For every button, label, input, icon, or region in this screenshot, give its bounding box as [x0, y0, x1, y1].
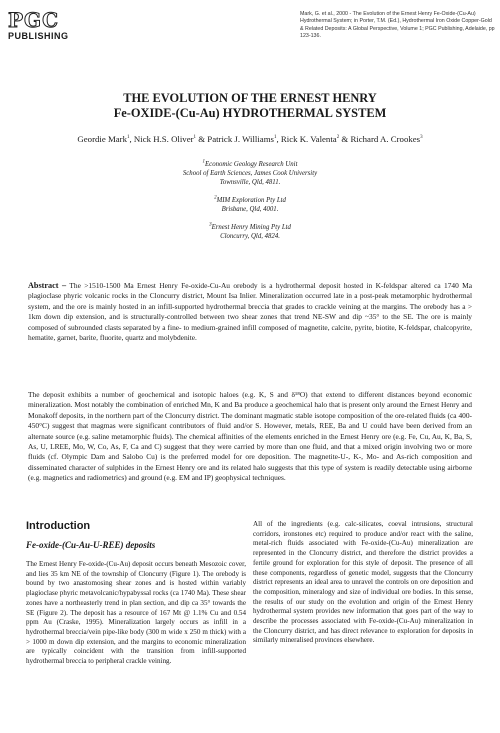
intro-right-column: All of the ingredients (e.g. calc-silicates, coeval intrusions, structural corridors, ironstones etc) required to produce and/or react with the saline, metal-rich fluids associated with Fe-oxide-(Cu-Au) mineralization are represented in the Cloncurry district, and therefore the district provides a fertile ground for exploration for this style of deposit. The presence of all these components, regardless of genetic model, suggests that the Cloncurry district represents an ideal area to unravel the controls on ore deposition and the composition, mineralogy and size of individual ore bodies. In this sense, the results of our study on the evolution and origin of the Ernest Henry hydrothermal system provides new information that goes part of the way to describe the processes associated with Fe-oxide-(Cu-Au) mineralization in the Cloncurry district, and has direct relevance to exploration for deposits in similarly mineralised provinces elsewhere.	[253, 520, 473, 645]
affil-sup: 2	[214, 195, 217, 201]
logo-mark: PGC	[8, 8, 60, 32]
abstract-label: Abstract –	[28, 281, 67, 290]
author-affil-sup: 1	[193, 135, 197, 141]
affil-line: Brisbane, Qld, 4001.	[221, 206, 279, 213]
affil-line: Townsville, Qld, 4811.	[219, 179, 281, 186]
subsection-heading: Fe-oxide-(Cu-Au-U-REE) deposits	[26, 540, 156, 550]
abstract-text: The >1510-1500 Ma Ernest Henry Fe-oxide-Cu-Au orebody is a hydrothermal deposit hosted in K-feldspar altered ca 1740 Ma plagioclase phyric volcanic rocks in the Cloncurry district, Mount Isa Inlier. Mineralization occurred late in a post-peak metamorphic hydrothermal system, and the ore is mainly hosted in an infill-supported hydrothermal breccia that grades to crackle veining at the margins. The orebody has a > 1km down dip extension, and is structurally-controlled between two shear zones that trend NE-SW and dip ~35° to the SE. The ore is mainly composed of subrounded clasts separated by a fine- to medium-grained infill composed of magnetite, calcite, pyrite, biotite, K-feldspar, chalcopyrite, hematite, garnet, barite, fluorite, quartz and molybdenite.	[28, 281, 473, 343]
author-list: Geordie Mark$^1$, Nick H.S. Oliver$^1$ & Patrick J. Williams$^1$, Rick K. Valenta$^2$ & Richard A. Crookes$^3$	[77, 134, 423, 144]
paper-title-line1: THE EVOLUTION OF THE ERNEST HENRY	[123, 91, 377, 105]
logo-publisher: PUBLISHING	[8, 31, 69, 41]
publisher-logo	[8, 10, 82, 41]
author-name: Richard A. Crookes	[350, 134, 421, 144]
author-affil-sup: 1	[127, 135, 130, 141]
author-name: Geordie Mark	[77, 134, 128, 144]
paper-title-line2: Fe-OXIDE-(Cu-Au) HYDROTHERMAL SYSTEM	[113, 106, 387, 120]
affiliation-1	[0, 160, 500, 187]
affiliation-3	[0, 223, 500, 241]
abstract	[28, 281, 472, 343]
author-name: Nick H.S. Oliver	[133, 134, 194, 144]
author-name: Rick K. Valenta	[280, 134, 337, 144]
affil-sup: 1	[202, 159, 206, 165]
affil-line: Economic Geology Research Unit	[205, 161, 298, 168]
author-name: Patrick J. Williams	[207, 134, 274, 144]
section-heading-introduction: Introduction	[26, 520, 91, 532]
affil-line: School of Earth Sciences, James Cook University	[182, 170, 318, 177]
author-affil-sup: 3	[420, 135, 423, 141]
affil-line: Cloncurry, Qld, 4824.	[220, 233, 280, 240]
affiliation-2	[0, 196, 500, 214]
affil-sup: 3	[209, 222, 212, 228]
citation: Mark, G. et al., 2000 - The Evolution of the Ernest Henry Fe-Oxide-(Cu-Au) Hydrothermal System; in Porter, T.M. (Ed.), Hydrothermal Iron Oxide Copper-Gold & Related Deposits: A Global Perspective, Volume 1; PGC Publishing, Adelaide, pp 123-136.	[300, 11, 495, 40]
author-affil-sup: 2	[336, 135, 340, 141]
affil-line: MIM Exploration Pty Ltd	[216, 197, 286, 204]
affil-line: Ernest Henry Mining Pty Ltd	[211, 224, 291, 231]
intro-left-column: The Ernest Henry Fe-oxide-(Cu-Au) deposit occurs beneath Mesozoic cover, and lies 35 km NE of the township of Cloncurry (Figure 1). The orebody is bound by two anastomosing shear zones and is hosted within variably plagioclase phyric metavolcanic/hypabyssal rocks (ca 1740 Ma). These shear zones have a northeasterly trend in plan section, and dip ca 35° towards the SE (Figure 2). The deposit has a resource of 167 Mt @ 1.1% Cu and 0.54 ppm Au (Craske, 1995). Mineralization largely occurs as infill in a hydrothermal breccia/vein pipe-like body (300 m wide x 250 m thick) with a > 1000 m down dip extension, and the margins to economic mineralization are typically coincident with the transition from infill-supported hydrothermal breccia to peripheral crackle veining.	[26, 560, 246, 666]
author-affil-sup: 1	[273, 135, 277, 141]
abstract-paragraph-2: The deposit exhibits a number of geochemical and isotopic haloes (e.g. K, S and δ¹⁸O) that extend to different distances beyond economic mineralization. Most notably the combination of enriched Mn, K and Ba produce a geochemical halo that is present only around the Ernest Henry and Monakoff deposits, in the northern part of the Cloncurry district. The dominant magmatic stable isotope composition of the ore-related fluids (ca 400-450°C) suggest that magmas were significant contributors of fluid and/or S. However, metals, REE, Ba and U could have been derived from an alternate source (e.g. saline metamorphic fluids). The chemical affinities of the elements enriched in the Ernest Henry ore (e.g. Fe, Cu, Au, K, Ba, S, As, U, LREE, Mo, W, Co, As, F, Ca and C) suggest that they were carried by more than one fluid, and that a mixed origin involving two or more fluids (cf. Olympic Dam and Salobo Cu) is the preferred model for ore deposition. The magnetite-U-, K-, Mo- and As-rich composition and disseminated character of sulphides in the Ernest Henry ore and its related halo suggests that this type of system is readily detectable using airborne (e.g. magnetics and radiometrics) and ground (e.g. EM and IP) geophysical techniques.	[28, 390, 472, 483]
